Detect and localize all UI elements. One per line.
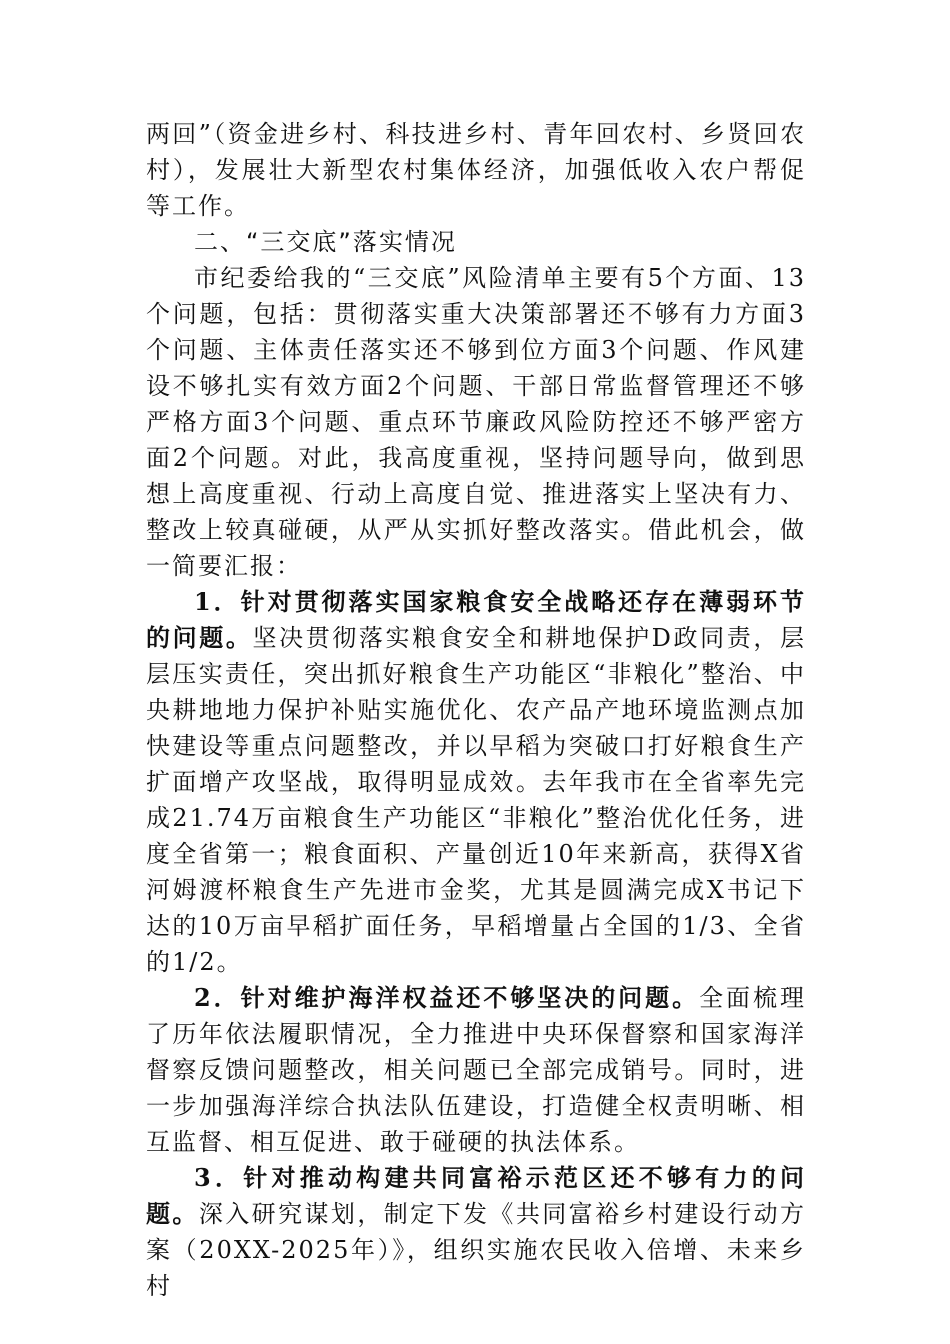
item-1-body: 坚决贯彻落实粮食安全和耕地保护D政同责，层层压实责任，突出抓好粮食生产功能区“非粮化”整治、中央耕地地力保护补贴实施优化、农产品产地环境监测点加快建设等重点问题整改，并以早稻为突破口打好粮食生产扩面增产攻坚战，取得明显成效。去年我市在全省率先完成21.74万亩粮食生产功能区“非粮化”整治优化任务，进度全省第一；粮食面积、产量创近10年来新高，获得X省河姆渡杯粮食生产先进市金奖，尤其是圆满完成X书记下达的10万亩早稻扩面任务，早稻增量占全国的1/3、全省的1/2。 (146, 624, 807, 976)
item-3-body: 深入研究谋划，制定下发《共同富裕乡村建设行动方案（20XX-2025年）》，组织实施农民收入倍增、未来乡村 (146, 1200, 807, 1300)
item-3 (146, 1160, 806, 1304)
section-heading: 二、“三交底”落实情况 (194, 228, 457, 256)
paragraph-continuation: 两回”（资金进乡村、科技进乡村、青年回农村、乡贤回农村），发展壮大新型农村集体经济，加强低收入农户帮促等工作。 (146, 120, 806, 220)
item-2-body: 全面梳理了历年依法履职情况，全力推进中央环保督察和国家海洋督察反馈问题整改，相关问题已全部完成销号。同时，进一步加强海洋综合执法队伍建设，打造健全权责明晰、相互监督、相互促进、敢于碰硬的执法体系。 (146, 984, 806, 1156)
item-1 (146, 584, 806, 980)
item-3-title: 3．针对推动构建共同富裕示范区还不够有力的问题。 (146, 1163, 806, 1228)
paragraph-risk-list: 市纪委给我的“三交底”风险清单主要有5个方面、13个问题，包括：贯彻落实重大决策部署还不够有力方面3个问题、主体责任落实还不够到位方面3个问题、作风建设不够扎实有效方面2个问题、干部日常监督管理还不够严格方面3个问题、重点环节廉政风险防控还不够严密方面2个问题。对此，我高度重视，坚持问题导向，做到思想上高度重视、行动上高度自觉、推进落实上坚决有力、整改上较真碰硬，从严从实抓好整改落实。借此机会，做一简要汇报： (146, 264, 806, 580)
item-2 (146, 980, 806, 1160)
item-1-title: 1．针对贯彻落实国家粮食安全战略还存在薄弱环节的问题。 (146, 587, 806, 652)
document-page (146, 116, 806, 1304)
item-2-title: 2．针对维护海洋权益还不够坚决的问题。 (194, 983, 700, 1012)
